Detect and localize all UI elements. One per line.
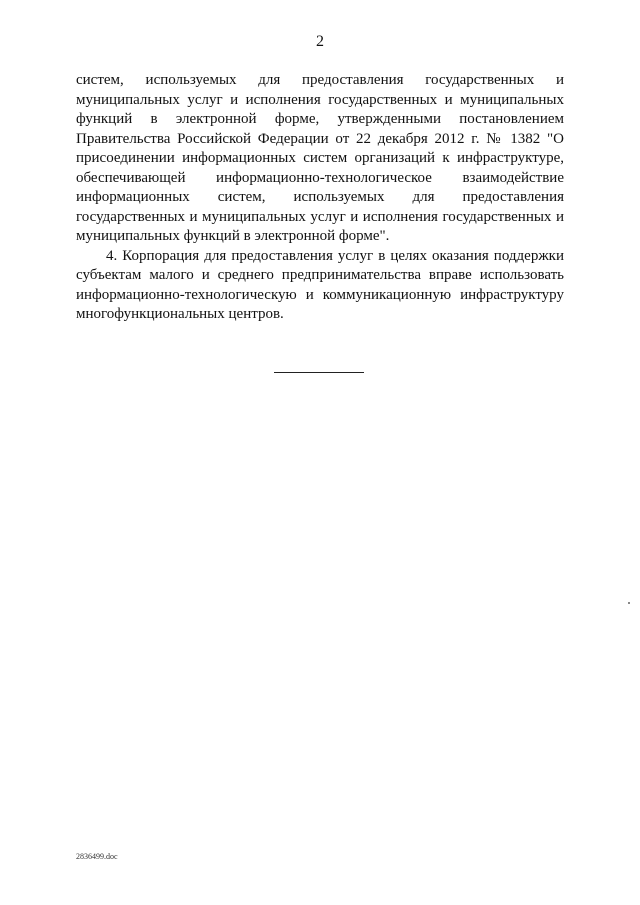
paragraph-item-4: 4. Корпорация для предоставления услуг в целях оказания поддержки субъектам малого и среднего предпринимательства вправе использовать информационно-технологическую и коммуникационную инфраструктуру многофункциональных центров. bbox=[76, 247, 564, 322]
scan-artifact bbox=[628, 602, 630, 604]
paragraph-continuation: систем, используемых для предоставления государственных и муниципальных услуг и исполнения государственных и муниципальных функций в электронной форме, утвержденными постановлением Правительства Российской Федерации от 22 декабря 2012 г. № 1382 "О присоединении информационных систем организаций к инфраструктуре, обеспечивающей информационно-технологическое взаимодействие информационных систем, используемых для предоставления государственных и муниципальных услуг и исполнения государственных и муниципальных функций в электронной форме". bbox=[76, 72, 564, 244]
file-code: 2836499.doc bbox=[76, 852, 118, 861]
end-divider-line bbox=[274, 372, 364, 373]
page-number: 2 bbox=[316, 33, 324, 50]
document-body bbox=[76, 71, 564, 325]
